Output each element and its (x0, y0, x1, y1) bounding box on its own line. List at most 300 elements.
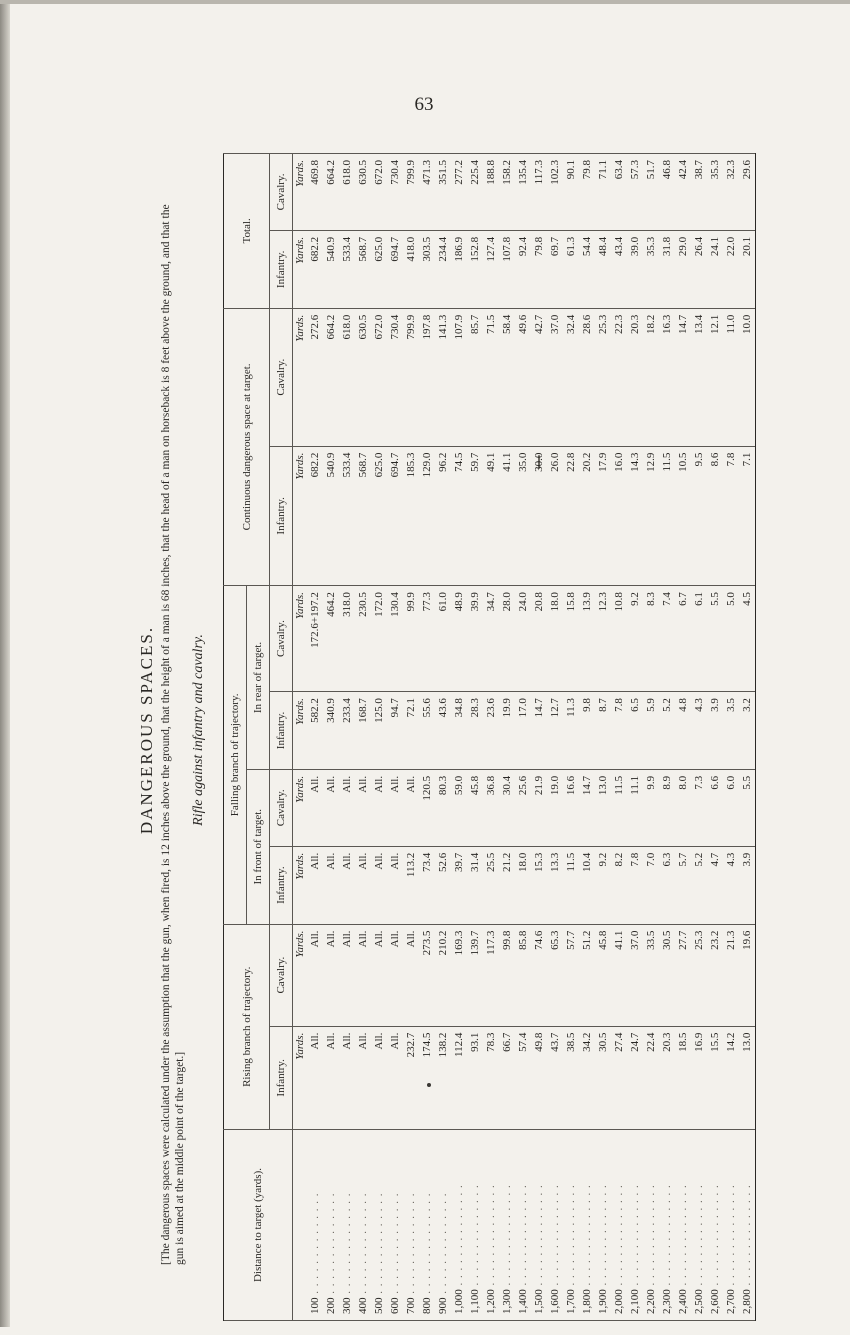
dot-leader: . . . . . . . . . . . . . . (421, 1192, 433, 1298)
distance-cell (515, 1130, 531, 1321)
table-row (515, 154, 531, 1321)
value-cell-ic: 6.1 (691, 586, 707, 692)
value-cell-tc: 277.2 (451, 154, 467, 231)
value-cell-ic: 39.9 (467, 586, 483, 692)
value-cell-ic: 5.0 (723, 586, 739, 692)
value-cell-fi: 3.9 (739, 846, 756, 924)
table-row (579, 154, 595, 1321)
distance-value: 2,800 (741, 1289, 753, 1314)
value-cell-ic: 6.7 (675, 586, 691, 692)
distance-value: 2,200 (645, 1289, 657, 1314)
value-cell-fi: All. (371, 846, 387, 924)
value-cell-ii: 582.2 (307, 692, 323, 770)
value-cell-ci: 568.7 (355, 446, 371, 586)
value-cell-ti: 69.7 (547, 230, 563, 308)
value-cell-fc: 13.0 (595, 769, 611, 846)
table-subtitle: Rifle against infantry and cavalry. (191, 634, 206, 826)
distance-value: 1,000 (453, 1289, 465, 1314)
distance-cell (707, 1130, 723, 1321)
value-cell-ic: 24.0 (515, 586, 531, 692)
table-row (307, 154, 323, 1321)
value-cell-fi: 5.2 (691, 846, 707, 924)
distance-cell (419, 1130, 435, 1321)
distance-value: 100 (309, 1297, 321, 1314)
distance-cell (547, 1130, 563, 1321)
table-row (339, 154, 355, 1321)
value-cell-rc: 27.7 (675, 924, 691, 1026)
units-cell: Yards. (293, 308, 308, 446)
value-cell-ii: 28.3 (467, 692, 483, 770)
header-falling: Falling branch of trajectory. (224, 586, 247, 924)
distance-value: 1,800 (581, 1289, 593, 1314)
value-cell-rc: 21.3 (723, 924, 739, 1026)
value-cell-fc: 5.5 (739, 769, 756, 846)
units-cell: Yards. (293, 692, 308, 770)
value-cell-ii: 43.6 (435, 692, 451, 770)
dot-leader: . . . . . . . . . . . . . . (725, 1184, 737, 1290)
value-cell-fi: 18.0 (515, 846, 531, 924)
table-row (483, 154, 499, 1321)
value-cell-ri: 30.5 (595, 1026, 611, 1129)
value-cell-tc: 29.6 (739, 154, 756, 231)
page-number: 63 (414, 94, 434, 115)
value-cell-fc: All. (323, 769, 339, 846)
value-cell-fi: All. (339, 846, 355, 924)
value-cell-cc: 28.6 (579, 308, 595, 446)
value-cell-tc: 117.3 (531, 154, 547, 231)
dot-leader: . . . . . . . . . . . . . . (629, 1184, 641, 1290)
units-cell: Yards. (293, 230, 308, 308)
value-cell-tc: 188.8 (483, 154, 499, 231)
distance-value: 400 (357, 1297, 369, 1314)
header-in-front: In front of target. (247, 769, 270, 924)
distance-value: 200 (325, 1297, 337, 1314)
value-cell-ri: 22.4 (643, 1026, 659, 1129)
value-cell-rc: 25.3 (691, 924, 707, 1026)
value-cell-ii: 72.1 (403, 692, 419, 770)
value-cell-rc: All. (355, 924, 371, 1026)
value-cell-rc: All. (371, 924, 387, 1026)
table-row (355, 154, 371, 1321)
value-cell-ci: 533.4 (339, 446, 355, 586)
value-cell-rc: All. (339, 924, 355, 1026)
distance-value: 2,500 (693, 1289, 705, 1314)
value-cell-fc: 80.3 (435, 769, 451, 846)
value-cell-cc: 42.7 (531, 308, 547, 446)
value-cell-rc: 23.2 (707, 924, 723, 1026)
dot-leader: . . . . . . . . . . . . . . (501, 1184, 513, 1290)
value-cell-cc: 32.4 (563, 308, 579, 446)
value-cell-ic: 4.5 (739, 586, 756, 692)
value-cell-fi: 5.7 (675, 846, 691, 924)
value-cell-tc: 664.2 (323, 154, 339, 231)
value-cell-fc: 16.6 (563, 769, 579, 846)
value-cell-ti: 92.4 (515, 230, 531, 308)
distance-cell (323, 1130, 339, 1321)
distance-value: 1,400 (517, 1289, 529, 1314)
header-infantry: Infantry. (270, 230, 293, 308)
dot-leader: . . . . . . . . . . . . . . (565, 1184, 577, 1290)
header-continuous: Continuous dangerous space at target. (224, 308, 270, 585)
distance-cell (691, 1130, 707, 1321)
distance-cell (307, 1130, 323, 1321)
distance-cell (643, 1130, 659, 1321)
header-cavalry: Cavalry. (270, 154, 293, 231)
value-cell-fi: 52.6 (435, 846, 451, 924)
value-cell-ti: 48.4 (595, 230, 611, 308)
value-cell-ti: 29.0 (675, 230, 691, 308)
value-cell-rc: All. (387, 924, 403, 1026)
value-cell-ic: 172.6+197.2 (307, 586, 323, 692)
value-cell-tc: 71.1 (595, 154, 611, 231)
value-cell-fc: All. (387, 769, 403, 846)
value-cell-tc: 46.8 (659, 154, 675, 231)
distance-cell (435, 1130, 451, 1321)
value-cell-ti: 22.0 (723, 230, 739, 308)
value-cell-ic: 12.3 (595, 586, 611, 692)
value-cell-fc: 14.7 (579, 769, 595, 846)
value-cell-ci: 74.5 (451, 446, 467, 586)
value-cell-ri: All. (339, 1026, 355, 1129)
value-cell-cc: 12.1 (707, 308, 723, 446)
value-cell-rc: 169.3 (451, 924, 467, 1026)
value-cell-tc: 730.4 (387, 154, 403, 231)
value-cell-ii: 233.4 (339, 692, 355, 770)
dot-leader: . . . . . . . . . . . . . . (549, 1184, 561, 1290)
value-cell-cc: 16.3 (659, 308, 675, 446)
value-cell-tc: 799.9 (403, 154, 419, 231)
value-cell-ci: 22.8 (563, 446, 579, 586)
value-cell-tc: 351.5 (435, 154, 451, 231)
value-cell-ci: 185.3 (403, 446, 419, 586)
value-cell-ti: 127.4 (483, 230, 499, 308)
distance-cell (611, 1130, 627, 1321)
value-cell-fc: All. (307, 769, 323, 846)
value-cell-ti: 35.3 (643, 230, 659, 308)
value-cell-fi: 15.3 (531, 846, 547, 924)
value-cell-ti: 418.0 (403, 230, 419, 308)
value-cell-ci: 59.7 (467, 446, 483, 586)
dangerous-spaces-table (223, 153, 756, 1321)
dot-leader: . . . . . . . . . . . . . . (677, 1184, 689, 1290)
distance-cell (627, 1130, 643, 1321)
value-cell-ti: 533.4 (339, 230, 355, 308)
value-cell-ii: 125.0 (371, 692, 387, 770)
value-cell-ti: 234.4 (435, 230, 451, 308)
value-cell-ti: 682.2 (307, 230, 323, 308)
value-cell-ri: 232.7 (403, 1026, 419, 1129)
value-cell-ci: 694.7 (387, 446, 403, 586)
value-cell-ri: 27.4 (611, 1026, 627, 1129)
value-cell-cc: 14.7 (675, 308, 691, 446)
value-cell-ti: 186.9 (451, 230, 467, 308)
table-row (627, 154, 643, 1321)
value-cell-rc: 273.5 (419, 924, 435, 1026)
value-cell-cc: 18.2 (643, 308, 659, 446)
value-cell-ii: 7.8 (611, 692, 627, 770)
value-cell-ri: 78.3 (483, 1026, 499, 1129)
distance-cell (339, 1130, 355, 1321)
units-cell: Yards. (293, 446, 308, 586)
value-cell-ri: 57.4 (515, 1026, 531, 1129)
value-cell-cc: 85.7 (467, 308, 483, 446)
value-cell-ri: 16.9 (691, 1026, 707, 1129)
value-cell-fc: 9.9 (643, 769, 659, 846)
distance-value: 2,700 (725, 1289, 737, 1314)
dot-leader: . . . . . . . . . . . . . . (389, 1192, 401, 1298)
value-cell-ci: 20.2 (579, 446, 595, 586)
value-cell-ri: 34.2 (579, 1026, 595, 1129)
value-cell-ci: 540.9 (323, 446, 339, 586)
value-cell-ci: 682.2 (307, 446, 323, 586)
value-cell-ii: 9.8 (579, 692, 595, 770)
dot-leader: . . . . . . . . . . . . . . (613, 1184, 625, 1290)
value-cell-ri: 14.2 (723, 1026, 739, 1129)
table-row (563, 154, 579, 1321)
value-cell-fc: All. (339, 769, 355, 846)
table-row (643, 154, 659, 1321)
value-cell-tc: 618.0 (339, 154, 355, 231)
value-cell-tc: 42.4 (675, 154, 691, 231)
value-cell-cc: 141.3 (435, 308, 451, 446)
value-cell-ti: 43.4 (611, 230, 627, 308)
value-cell-ri: 43.7 (547, 1026, 563, 1129)
value-cell-fi: 13.3 (547, 846, 563, 924)
distance-cell (355, 1130, 371, 1321)
value-cell-ii: 34.8 (451, 692, 467, 770)
value-cell-ci: 14.3 (627, 446, 643, 586)
table-row (675, 154, 691, 1321)
distance-cell (467, 1130, 483, 1321)
distance-cell (563, 1130, 579, 1321)
value-cell-ii: 94.7 (387, 692, 403, 770)
distance-value: 700 (405, 1297, 417, 1314)
table-row (387, 154, 403, 1321)
value-cell-fc: 21.9 (531, 769, 547, 846)
value-cell-cc: 22.3 (611, 308, 627, 446)
header-in-rear: In rear of target. (247, 586, 270, 770)
table-row (595, 154, 611, 1321)
distance-value: 1,600 (549, 1289, 561, 1314)
value-cell-ic: 9.2 (627, 586, 643, 692)
header-cavalry: Cavalry. (270, 769, 293, 846)
value-cell-rc: 51.2 (579, 924, 595, 1026)
dot-leader: . . . . . . . . . . . . . . (453, 1184, 465, 1290)
value-cell-fi: 10.4 (579, 846, 595, 924)
value-cell-ic: 8.3 (643, 586, 659, 692)
dot-leader: . . . . . . . . . . . . . . (517, 1184, 529, 1290)
table-row (691, 154, 707, 1321)
dot-leader: . . . . . . . . . . . . . . (309, 1192, 321, 1298)
value-cell-ic: 20.8 (531, 586, 547, 692)
distance-cell (387, 1130, 403, 1321)
dot-leader: . . . . . . . . . . . . . . (709, 1184, 721, 1290)
value-cell-tc: 469.8 (307, 154, 323, 231)
value-cell-cc: 20.3 (627, 308, 643, 446)
value-cell-ri: All. (323, 1026, 339, 1129)
distance-value: 1,300 (501, 1289, 513, 1314)
table-row (403, 154, 419, 1321)
value-cell-ii: 340.9 (323, 692, 339, 770)
table-row (531, 154, 547, 1321)
value-cell-ii: 11.3 (563, 692, 579, 770)
value-cell-ii: 5.2 (659, 692, 675, 770)
value-cell-fi: 7.0 (643, 846, 659, 924)
value-cell-cc: 730.4 (387, 308, 403, 446)
value-cell-rc: All. (307, 924, 323, 1026)
value-cell-ri: 49.8 (531, 1026, 547, 1129)
units-cell: Yards. (293, 1026, 308, 1129)
value-cell-ri: All. (387, 1026, 403, 1129)
value-cell-fc: 6.0 (723, 769, 739, 846)
units-row (293, 154, 308, 1321)
value-cell-tc: 630.5 (355, 154, 371, 231)
value-cell-ii: 3.2 (739, 692, 756, 770)
value-cell-fi: 25.5 (483, 846, 499, 924)
distance-value: 2,100 (629, 1289, 641, 1314)
value-cell-rc: All. (403, 924, 419, 1026)
table-row (499, 154, 515, 1321)
value-cell-fi: 8.2 (611, 846, 627, 924)
distance-cell (739, 1130, 756, 1321)
distance-value: 600 (389, 1297, 401, 1314)
dot-leader: . . . . . . . . . . . . . . (533, 1184, 545, 1290)
value-cell-ic: 130.4 (387, 586, 403, 692)
value-cell-ti: 79.8 (531, 230, 547, 308)
value-cell-ri: 112.4 (451, 1026, 467, 1129)
value-cell-ic: 77.3 (419, 586, 435, 692)
value-cell-cc: 71.5 (483, 308, 499, 446)
distance-cell (659, 1130, 675, 1321)
value-cell-tc: 672.0 (371, 154, 387, 231)
value-cell-ic: 99.9 (403, 586, 419, 692)
value-cell-ii: 19.9 (499, 692, 515, 770)
distance-cell (451, 1130, 467, 1321)
value-cell-ic: 7.4 (659, 586, 675, 692)
calculation-note: [The dangerous spaces were calculated under the assumption that the gun, when fired, is 12 inches above the ground, that the height of a man is 68 inches, that the head of a man on horseback is 8 feet above the ground, and that the gun is aimed at the middle point of the target.] (160, 204, 186, 1265)
value-cell-ri: 15.5 (707, 1026, 723, 1129)
value-cell-ci: 96.2 (435, 446, 451, 586)
value-cell-fc: 8.0 (675, 769, 691, 846)
table-row (419, 154, 435, 1321)
value-cell-fi: 113.2 (403, 846, 419, 924)
value-cell-ti: 39.0 (627, 230, 643, 308)
dot-leader: . . . . . . . . . . . . . . (597, 1184, 609, 1290)
table-body (293, 154, 756, 1321)
distance-value: 1,500 (533, 1289, 545, 1314)
value-cell-ci: 49.1 (483, 446, 499, 586)
distance-value: 800 (421, 1297, 433, 1314)
table-row (451, 154, 467, 1321)
value-cell-ii: 5.9 (643, 692, 659, 770)
value-cell-ri: 18.5 (675, 1026, 691, 1129)
dot-leader: . . . . . . . . . . . . . . (693, 1184, 705, 1290)
value-cell-ci: 30.0 (531, 446, 547, 586)
distance-value: 2,400 (677, 1289, 689, 1314)
value-cell-fi: 21.2 (499, 846, 515, 924)
value-cell-ti: 568.7 (355, 230, 371, 308)
distance-cell (675, 1130, 691, 1321)
dot-leader: . . . . . . . . . . . . . . (357, 1192, 369, 1298)
value-cell-ii: 55.6 (419, 692, 435, 770)
value-cell-tc: 471.3 (419, 154, 435, 231)
value-cell-fc: 30.4 (499, 769, 515, 846)
value-cell-rc: 210.2 (435, 924, 451, 1026)
value-cell-fc: 8.9 (659, 769, 675, 846)
value-cell-rc: 65.3 (547, 924, 563, 1026)
value-cell-tc: 51.7 (643, 154, 659, 231)
page-title: DANGEROUS SPACES. (137, 625, 156, 835)
value-cell-ti: 152.8 (467, 230, 483, 308)
value-cell-cc: 197.8 (419, 308, 435, 446)
value-cell-ii: 168.7 (355, 692, 371, 770)
value-cell-rc: 74.6 (531, 924, 547, 1026)
value-cell-ii: 8.7 (595, 692, 611, 770)
value-cell-fc: 6.6 (707, 769, 723, 846)
value-cell-ic: 230.5 (355, 586, 371, 692)
dot-leader: . . . . . . . . . . . . . . (485, 1184, 497, 1290)
value-cell-tc: 102.3 (547, 154, 563, 231)
value-cell-ic: 318.0 (339, 586, 355, 692)
value-cell-ri: All. (307, 1026, 323, 1129)
value-cell-fi: All. (307, 846, 323, 924)
value-cell-cc: 58.4 (499, 308, 515, 446)
distance-cell (403, 1130, 419, 1321)
value-cell-cc: 49.6 (515, 308, 531, 446)
value-cell-tc: 35.3 (707, 154, 723, 231)
value-cell-ti: 303.5 (419, 230, 435, 308)
value-cell-tc: 79.8 (579, 154, 595, 231)
value-cell-ci: 129.0 (419, 446, 435, 586)
value-cell-ri: All. (371, 1026, 387, 1129)
table-row (435, 154, 451, 1321)
header-cavalry: Cavalry. (270, 924, 293, 1026)
value-cell-ic: 13.9 (579, 586, 595, 692)
value-cell-ic: 28.0 (499, 586, 515, 692)
distance-cell (723, 1130, 739, 1321)
distance-cell (499, 1130, 515, 1321)
value-cell-cc: 630.5 (355, 308, 371, 446)
table-row (371, 154, 387, 1321)
value-cell-cc: 664.2 (323, 308, 339, 446)
distance-cell (595, 1130, 611, 1321)
value-cell-ii: 3.5 (723, 692, 739, 770)
header-distance: Distance to target (yards). (224, 1130, 293, 1321)
dot-leader: . . . . . . . . . . . . . . (469, 1184, 481, 1290)
header-cavalry: Cavalry. (270, 586, 293, 692)
distance-value: 2,300 (661, 1289, 673, 1314)
value-cell-fi: All. (323, 846, 339, 924)
value-cell-ri: 66.7 (499, 1026, 515, 1129)
value-cell-ci: 11.5 (659, 446, 675, 586)
value-cell-fc: All. (371, 769, 387, 846)
value-cell-ri: 13.0 (739, 1026, 756, 1129)
header-rising: Rising branch of trajectory. (224, 924, 270, 1129)
value-cell-ci: 7.1 (739, 446, 756, 586)
header-total: Total. (224, 154, 270, 309)
value-cell-ci: 41.1 (499, 446, 515, 586)
value-cell-ci: 26.0 (547, 446, 563, 586)
value-cell-rc: 57.7 (563, 924, 579, 1026)
value-cell-tc: 63.4 (611, 154, 627, 231)
distance-cell (483, 1130, 499, 1321)
distance-value: 1,900 (597, 1289, 609, 1314)
value-cell-ic: 10.8 (611, 586, 627, 692)
value-cell-ii: 6.5 (627, 692, 643, 770)
value-cell-ii: 12.7 (547, 692, 563, 770)
distance-value: 2,600 (709, 1289, 721, 1314)
value-cell-cc: 799.9 (403, 308, 419, 446)
